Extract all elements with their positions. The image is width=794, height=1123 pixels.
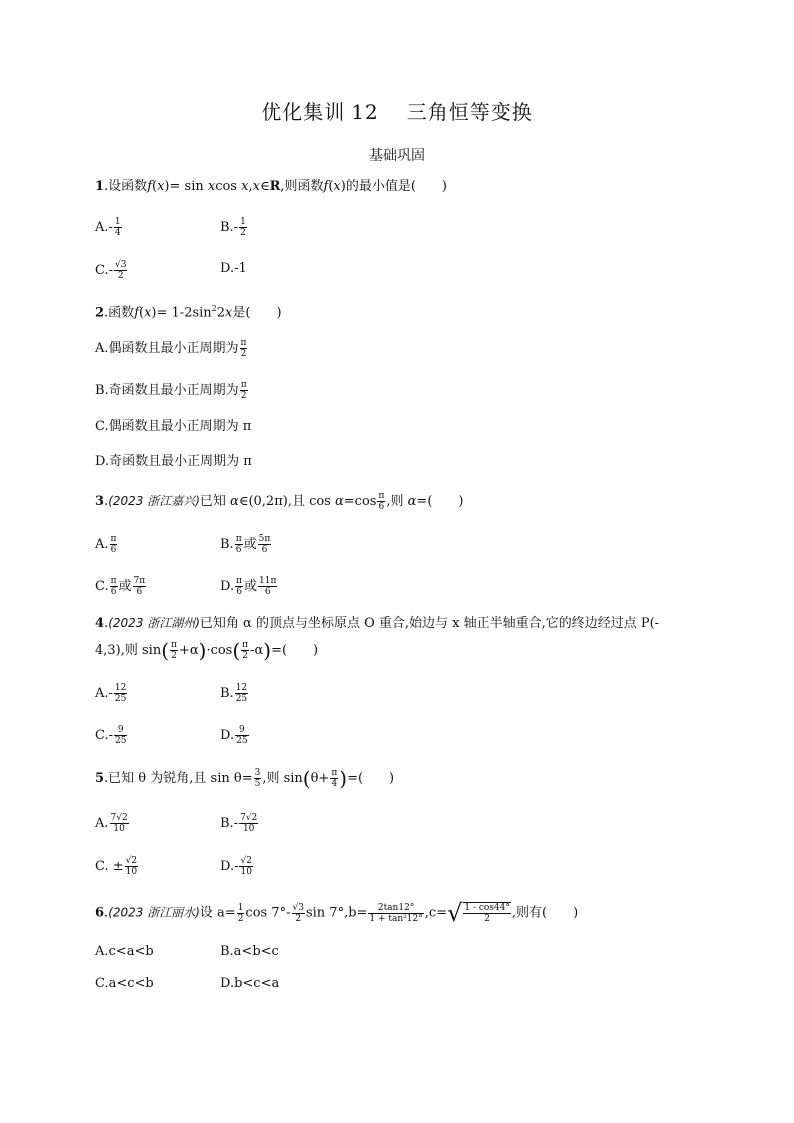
q1-text: = sin bbox=[169, 179, 208, 194]
question-source: (2023 浙江湖州) bbox=[108, 616, 200, 630]
q1-text: ∈ bbox=[259, 179, 270, 194]
q5-option-b[interactable]: B.- $\frac{7√2}{10}$ bbox=[220, 813, 258, 834]
question-number: 1 bbox=[95, 179, 105, 194]
q1-option-c[interactable]: C.- $\frac{√3}{2}$ bbox=[95, 260, 127, 281]
q3-text: ,则 bbox=[386, 494, 408, 509]
question-3: 3.(2023 浙江嘉兴)已知 α∈(0,2π),且 cos α=cos $\frac{\pi}{6}$ ,则 α=( ) bbox=[95, 491, 464, 512]
q6-option-c[interactable]: C.a<c<b bbox=[95, 976, 154, 991]
q2-option-d[interactable]: D.奇函数且最小正周期为 π bbox=[95, 454, 252, 469]
question-4: 4.(2023 浙江湖州)已知角 α 的顶点与坐标原点 O 重合,始边与 x 轴正半轴重合,它的终边经过点 P(- bbox=[95, 616, 660, 631]
q1-text: .设函数 bbox=[104, 179, 148, 194]
q2-text: .函数 bbox=[104, 305, 135, 321]
q2-exponent: 2 bbox=[211, 304, 217, 313]
q5-option-d[interactable]: D.- $\frac{√2}{10}$ bbox=[220, 856, 252, 877]
question-number: 3 bbox=[95, 494, 105, 509]
q3-text: =( ) bbox=[416, 494, 464, 509]
q3-option-d[interactable]: D. $\frac{\pi}{6}$ 或 $\frac{11\pi}{6}$ bbox=[220, 576, 277, 597]
sqrt-symbol: √ bbox=[447, 899, 463, 927]
question-2: 2.函数$f(x)= 1-2\sin^22x$是( ) bbox=[95, 304, 282, 321]
question-source: (2023 浙江丽水) bbox=[108, 905, 200, 920]
page-title bbox=[0, 96, 794, 125]
q1-option-b[interactable]: B.- $\frac{1}{2}$ bbox=[220, 217, 246, 238]
q2-option-c[interactable]: C.偶函数且最小正周期为 π bbox=[95, 419, 252, 434]
q4-text: 已知角 α 的顶点与坐标原点 O 重合,始边与 x 轴正半轴重合,它的终边经过点 P(- bbox=[199, 616, 660, 631]
question-number: 2 bbox=[95, 305, 105, 321]
q4-option-b[interactable]: B. $\frac{12}{25}$ bbox=[220, 683, 248, 704]
q5-option-a[interactable]: A. $\frac{7√2}{10}$ bbox=[95, 813, 128, 834]
q2-option-a[interactable]: A.偶函数且最小正周期为 $\frac{\pi}{2}$ bbox=[95, 338, 247, 359]
q2-text: 2 bbox=[216, 305, 226, 321]
question-number: 5 bbox=[95, 771, 105, 786]
question-5: 5.已知 θ 为锐角,且 sin θ= $\frac{3}{5}$ ,则 sin(θ+ $\frac{\pi}{4}$ )=( ) bbox=[95, 766, 395, 791]
q3-text: =cos bbox=[343, 494, 377, 509]
q1-text: 的最小值是( ) bbox=[345, 179, 447, 194]
q6-option-b[interactable]: B.a<b<c bbox=[220, 944, 279, 959]
q1-text: cos bbox=[215, 179, 242, 194]
q3-option-c[interactable]: C. $\frac{\pi}{6}$ 或 $\frac{7\pi}{6}$ bbox=[95, 576, 146, 597]
question-source: (2023 浙江嘉兴) bbox=[108, 494, 200, 508]
q4-option-d[interactable]: D. $\frac{9}{25}$ bbox=[220, 725, 248, 746]
q4-option-c[interactable]: C.- $\frac{9}{25}$ bbox=[95, 725, 127, 746]
q2-option-b[interactable]: B.奇函数且最小正周期为 $\frac{\pi}{2}$ bbox=[95, 380, 247, 401]
q3-option-a[interactable]: A. $\frac{\pi}{6}$ bbox=[95, 534, 117, 555]
q2-text: = 1-2sin bbox=[156, 305, 212, 321]
q3-option-b[interactable]: B. $\frac{\pi}{6}$ 或 $\frac{5\pi}{6}$ bbox=[220, 534, 271, 555]
title-number: 12 bbox=[351, 100, 379, 124]
q1-option-a[interactable]: A.- $\frac{1}{4}$ bbox=[95, 217, 121, 238]
q6-option-a[interactable]: A.c<a<b bbox=[95, 944, 154, 959]
q5-option-c[interactable]: C. ± $\frac{√2}{10}$ bbox=[95, 856, 138, 877]
q1-text: ,则函数 bbox=[280, 179, 324, 194]
question-6: 6.(2023 浙江丽水)设 a= $\frac{1}{2}$ cos 7°- $\frac{√3}{2}$ sin 7°,b= $\frac{2\tan 12^\circ}{\text{1 + tan²12°}}$ ,c=√ $\frac{1 - \cos 44^\circ}{2}$ ,则有( ) bbox=[95, 899, 579, 927]
q3-text: ∈(0,2π),且 cos bbox=[238, 494, 335, 509]
title-main: 优化集训 bbox=[261, 100, 346, 124]
q2-text: 是( ) bbox=[232, 305, 282, 321]
q6-option-d[interactable]: D.b<c<a bbox=[220, 976, 280, 991]
question-4-line-2: 4,3),则 sin( $\frac{\pi}{2}$ +α)·cos( $\frac{\pi}{2}$ -α)=( ) bbox=[95, 638, 319, 663]
q5-text: .已知 θ 为锐角,且 sin θ= bbox=[104, 771, 253, 786]
section-heading: 基础巩固 bbox=[369, 148, 425, 164]
question-number: 4 bbox=[95, 616, 105, 631]
q1-option-d[interactable]: D.-1 bbox=[220, 261, 247, 276]
q4-option-a[interactable]: A.- $\frac{12}{25}$ bbox=[95, 683, 127, 704]
question-number: 6 bbox=[95, 905, 105, 921]
question-1: 1.设函数f(x)= sin xcos x,x∈R,则函数f(x)的最小值是( ) bbox=[95, 179, 447, 194]
title-topic: 三角恒等变换 bbox=[406, 100, 533, 124]
q3-text: 已知 bbox=[199, 494, 231, 509]
